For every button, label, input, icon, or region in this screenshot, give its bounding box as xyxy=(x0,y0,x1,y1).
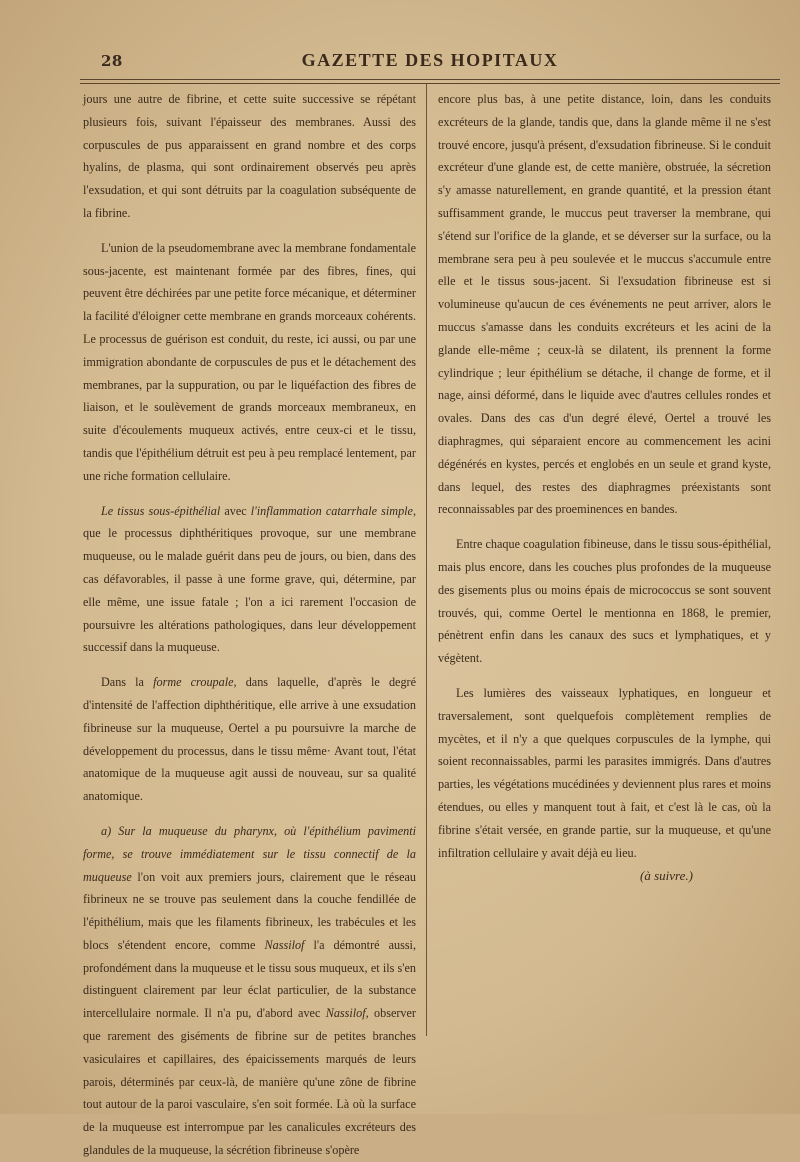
text-run: , que le processus diphthéritiques provoque, sur une membrane muqueuse, ou le malade guérit dans peu de jours, ou bien, dans des cas défavorables, il passe à une forme grave, qui, détermine, par elle même, une issue fatale ; l'on a ici rarement l'occasion de poursuivre les altérations pathologiques, dans leur développement successif dans la muqueuse. xyxy=(83,503,417,655)
journal-title: GAZETTE DES HOPITAUX xyxy=(301,50,559,70)
italic-term: Le tissus sous-épithélial xyxy=(101,503,221,518)
to-be-continued: (à suivre.) xyxy=(640,868,693,883)
italic-term: Nassilof xyxy=(264,937,305,952)
text-run: l'on voit aux premiers jours, clairement que le réseau fibrineux ne se trouve pas seulement dans la couche fendillée de l'épithélium, mais que les filaments fibrineux, les trabécules et les blocs s'étendent encore, comme xyxy=(83,869,416,952)
text-run: avec xyxy=(220,503,251,518)
italic-term: a) Sur la muqueuse du pharynx, où l'épithélium pavimenti forme, se trouve immédiatement sur le tissu connectif de la muqueuse xyxy=(83,823,416,884)
text-run: Dans la xyxy=(101,675,154,690)
column-divider xyxy=(426,84,427,1036)
header-rule xyxy=(80,79,780,84)
paragraph xyxy=(83,500,416,660)
paragraph: Les lumières des vaisseaux lyphatiques, en longueur et traversalement, sont quelquefois complètement remplies de mycètes, et il n'y a que quelques corpuscules de la lymphe, qui soient reconnaissables, parmi les parasites immigrés. Dans d'autres parties, les végétations mucédinées y deviennent plus rares et moins étendues, ou elles y manquent tout à fait, et c'est là le cas, où la fibrine s'était versée, en grande partie, sur la muqueuse, et qu'une infiltration cellulaire y avait déjà eu lieu. xyxy=(438,685,771,860)
right-column xyxy=(438,88,771,864)
paragraph: jours une autre de fibrine, et cette suite successive se répétant plusieurs fois, suivant l'épaisseur des membranes. Aussi des corpuscules de pus apparaissent en grand nombre et des corps hyalins, de plasma, qui sont ordinairement observés peu après l'exsudation, et qui sont détruits par la coagulation subséquente de la fibrine. xyxy=(83,92,416,220)
paragraph: encore plus bas, à une petite distance, loin, dans les conduits excréteurs de la glande, tandis que, dans la glande même il ne s'est trouvé encore, jusqu'à présent, d'exsudation fibrineuse. Si le conduit excréteur d'une glande est, de cette manière, obstruée, la sécretion s'y amasse naturellement, en grande quantité, et la pression étant suffisamment grande, le muccus peut traverser la membrane, qui s'étend sur l'orifice de la glande, et se déverser sur la surface, ou la membrane sera peu à peu soulevée et le muccus s'accumule entre elle et le tissus sous-jacent. Si l'exsudation fibrineuse est si volumineuse qu'aucun de ces événements ne peut arriver, alors le muccus s'amasse dans les conduits excréteurs et les acini de la glande elle-même ; ceux-là se dilatent, ils prennent la forme cylindrique ; leur épithélium se détache, il change de forme, et il nage, ainsi déformé, dans le liquide avec d'autres cellules rondes et ovales. Dans des cas d'un degré élevé, Oertel a trouvé les diaphragmes, qui séparaient encore au commencement les acini dégénérés en kystes, percés et englobés en un seule et grand kyste, dans lequel, des restes des diaphragmes préexistants sont reconnaissables par des proeminences en bandes. xyxy=(438,92,771,517)
left-column xyxy=(83,88,416,1162)
text-run: , observer que rarement des giséments de fibrine sur de petites branches vasiculaires et capillaires, des épaicissements marqués de leurs parois, déterminés par ceux-là, de manière qu'une zône de fibrine tout autour de la paroi vasculaire, s'en soit formée. Là où la surface de la muqueuse est interrompue par les canalicules excréteurs des glandules de la muqueuse, la sécrétion fibrineuse s'opère xyxy=(83,1006,416,1158)
paragraph: L'union de la pseudomembrane avec la membrane fondamentale sous-jacente, est maintenant formée par des fibres, fines, qui peuvent être déchirées par une petite force mécanique, et déterminer la facilité d'éloigner cette membrane en grands morceaux cohérents. Le processus de guérison est conduit, du reste, ici aussi, ou par une immigration abondante de corpuscules de pus et le détachement des membranes, par la suppuration, ou par le liquéfaction des fibres de liaison, et le soulèvement de grands morceaux membraneux, en suite d'écoulements muqueux activés, entre ceux-ci et le tissu, tandis que l'épithélium détruit est peu à peu remplacé lentement, par une riche formation cellulaire. xyxy=(83,240,416,483)
page-number: 28 xyxy=(101,52,123,70)
text-run: , dans laquelle, d'après le degré d'intensité de l'affection diphthéritique, elle arrive à une exsudation fibrineuse sur la muqueuse, Oertel a pu poursuivre la marche de développement du processus, dans le tissu même· Avant tout, l'état anatomique de la muqueuse agit aussi de nouveau, sur sa qualité anatomique. xyxy=(83,675,417,804)
italic-term: forme croupale xyxy=(153,675,234,690)
italic-term: Nassilof xyxy=(325,1006,366,1021)
paragraph xyxy=(83,820,416,1162)
text-run: l'a démontré aussi, profondément dans la muqueuse et le tissu sous muqueux, et ils s'en distinguent clairement par leur éclat particulier, de la substance intercellulaire normale. Il n'a pu, d'abord avec xyxy=(83,937,416,1021)
italic-term: l'inflammation catarrhale simple xyxy=(250,503,413,518)
paragraph xyxy=(83,671,416,808)
paragraph: Entre chaque coagulation fibineuse, dans le tissu sous-épithélial, mais plus encore, dans les couches plus profondes de la muqueuse des gisements plus ou moins épais de micrococcus se sont souvent trouvés, qui, comme Oertel le mentionna en 1868, le premier, pénètrent enfin dans les canaux des sucs et lymphatiques, et y végètent. xyxy=(438,537,771,666)
